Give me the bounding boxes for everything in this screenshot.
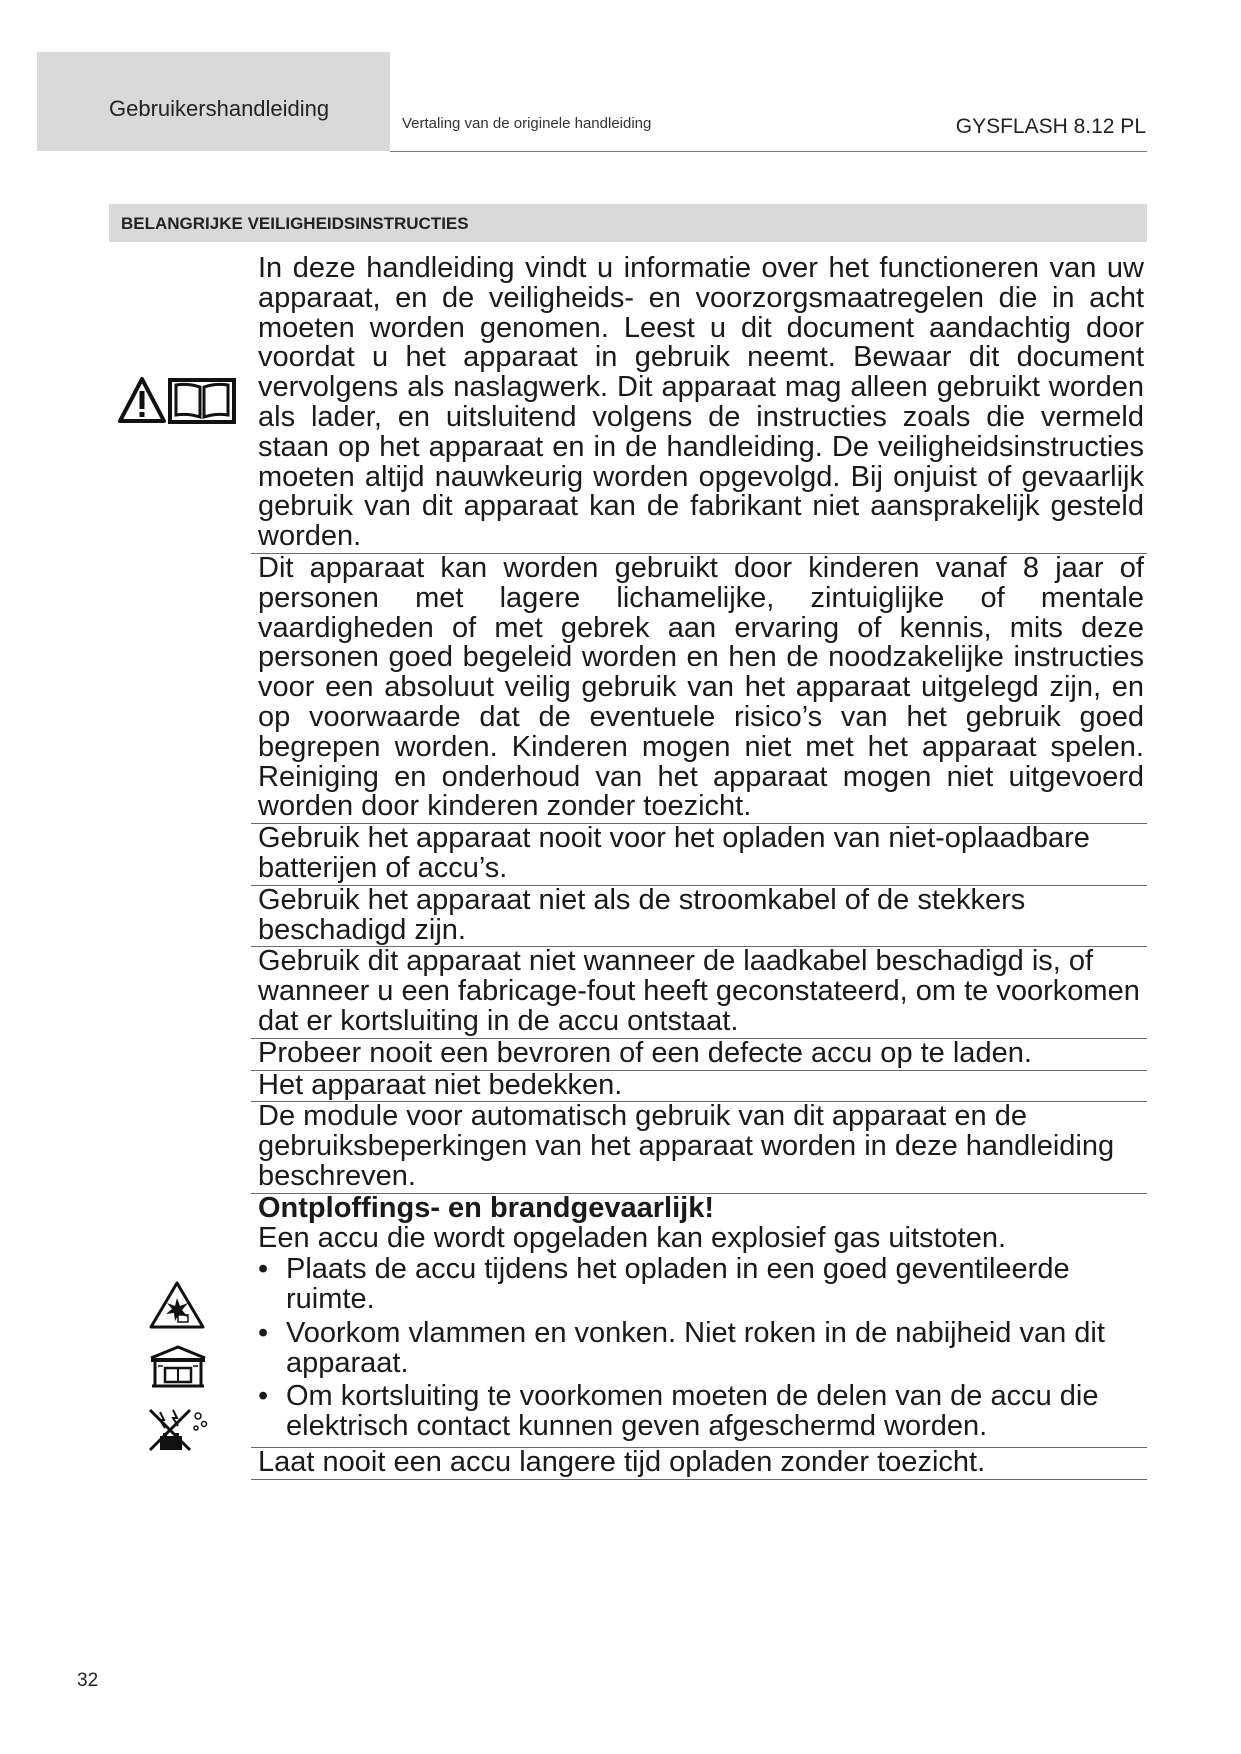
instruction-row — [251, 1448, 1147, 1480]
warning-read-manual-icon — [118, 376, 238, 426]
instruction-row — [251, 254, 1147, 554]
bullet-text: Om kortsluiting te voorkomen moeten de delen van de accu die elektrisch contact kunnen geven afgeschermd worden. — [286, 1380, 1099, 1443]
section-title: BELANGRIJKE VEILIGHEIDSINSTRUCTIES — [121, 214, 469, 233]
section-header — [109, 204, 1147, 242]
instruction-text: Gebruik dit apparaat niet wanneer de laadkabel beschadigd is, of wanneer u een fabricage-fout heeft geconstateerd, om te voorkomen dat er kortsluiting in de accu ontstaat. — [258, 945, 1140, 1037]
instruction-row — [251, 551, 1147, 824]
model-name: GYSFLASH 8.12 PL — [955, 115, 1146, 138]
instruction-row — [251, 1102, 1147, 1193]
explosion-intro: Een accu die wordt opgeladen kan explosief gas uitstoten. — [258, 1221, 1007, 1254]
instruction-text: Probeer nooit een bevroren of een defecte accu op te laden. — [258, 1036, 1032, 1069]
instruction-row — [251, 883, 1147, 948]
instruction-text: Het apparaat niet bedekken. — [258, 1068, 623, 1101]
bullet-item — [258, 1382, 1144, 1442]
instruction-row — [251, 1068, 1147, 1103]
bullet-item — [258, 1316, 1144, 1379]
bullet-marker: • — [258, 1253, 269, 1286]
bullet-marker: • — [258, 1316, 269, 1349]
bullet-text: Plaats de accu tijdens het opladen in een goed geventileerde ruimte. — [286, 1253, 1070, 1316]
instruction-text: Laat nooit een accu langere tijd opladen zonder toezicht. — [258, 1446, 986, 1479]
instruction-row — [251, 824, 1147, 886]
explosion-warning-icon — [148, 1280, 206, 1330]
bullet-marker: • — [258, 1380, 269, 1413]
instruction-text: De module voor automatisch gebruik van dit apparaat en de gebruiksbeperkingen van het apparaat worden in deze handleiding beschreven. — [258, 1100, 1115, 1192]
instruction-text: Dit apparaat kan worden gebruikt door kinderen vanaf 8 jaar of personen met lagere lichamelijke, zintuiglijke of mentale vaardigheden of met gebrek aan ervaring of kennis, mits deze personen goed begeleid worden en hen de noodzakelijke instructies voor een absoluut veilig gebruik van het apparaat uitgelegd zijn, en op voorwaarde dat de eventuele risico’s van het gebruik goed begrepen worden. Kinderen mogen niet met het apparaat spelen. Reiniging en onderhoud van het apparaat mogen niet uitgevoerd worden door kinderen zonder toezicht. — [258, 551, 1144, 823]
ventilation-icon — [148, 1344, 208, 1388]
safety-instructions — [251, 254, 1147, 1480]
bullet-text: Voorkom vlammen en vonken. Niet roken in de nabijheid van dit apparaat. — [286, 1316, 1105, 1379]
bullet-item — [258, 1255, 1144, 1315]
instruction-row — [251, 1036, 1147, 1071]
explosion-heading: Ontploffings- en brandgevaarlijk! — [258, 1191, 714, 1224]
page-number: 32 — [77, 1670, 99, 1691]
translation-subtitle: Vertaling van de originele handleiding — [402, 115, 652, 132]
instruction-text: In deze handleiding vindt u informatie over het functioneren van uw apparaat, en de veiligheids- en voorzorgsmaatregelen die in acht moeten worden genomen. Leest u dit document aandachtig door voordat u het apparaat in gebruik neemt. Bewaar dit document vervolgens als naslagwerk. Dit apparaat mag alleen gebruikt worden als lader, en uitsluitend volgens de instructies zoals die vermeld staan op het apparaat en in de handleiding. De veiligheidsinstructies moeten altijd nauwkeurig worden opgevolgd. Bij onjuist of gevaarlijk gebruik van dit apparaat kan de fabrikant niet aansprakelijk gesteld worden. — [258, 252, 1144, 553]
manual-label: Gebruikershandleiding — [109, 96, 330, 121]
no-flame-spark-icon — [146, 1406, 210, 1454]
header-divider — [390, 151, 1147, 152]
instruction-text: Gebruik het apparaat nooit voor het opladen van niet-oplaadbare batterijen of accu’s. — [258, 822, 1090, 884]
explosion-warning-row — [251, 1191, 1147, 1448]
instruction-row — [251, 947, 1147, 1038]
instruction-text: Gebruik het apparaat niet als de stroomkabel of de stekkers beschadigd zijn. — [258, 883, 1026, 946]
